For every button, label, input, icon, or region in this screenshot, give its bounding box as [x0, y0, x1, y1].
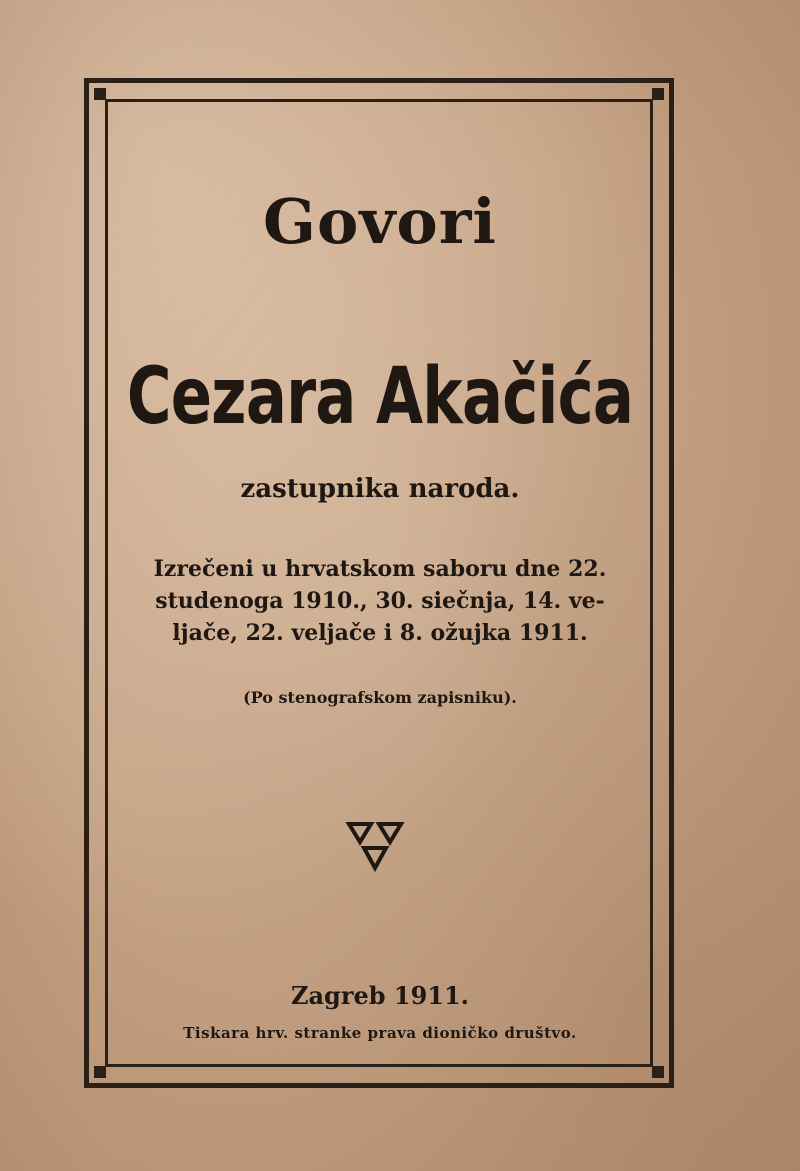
cover-title: Govori: [263, 185, 497, 258]
description-line: ljače, 22. veljače i 8. ožujka 1911.: [172, 620, 588, 646]
triangle-emblem-icon: [345, 820, 405, 876]
place-and-year: Zagreb 1911.: [290, 981, 470, 1010]
description-line: studenoga 1910., 30. siečnja, 14. ve-: [155, 588, 605, 614]
corner-ornament-top-left: [94, 88, 106, 100]
corner-ornament-top-right: [652, 88, 664, 100]
stenographic-note: (Po stenografskom zapisniku).: [243, 688, 517, 707]
description-block: [0, 553, 760, 649]
cover-subtitle: zastupnika naroda.: [240, 474, 520, 504]
author-name: Cezara Akačića: [126, 352, 634, 442]
corner-ornament-bottom-right: [652, 1066, 664, 1078]
description-line: Izrečeni u hrvatskom saboru dne 22.: [153, 556, 607, 582]
printer-name: Tiskara hrv. stranke prava dioničko društvo.: [183, 1024, 577, 1042]
corner-ornament-bottom-left: [94, 1066, 106, 1078]
